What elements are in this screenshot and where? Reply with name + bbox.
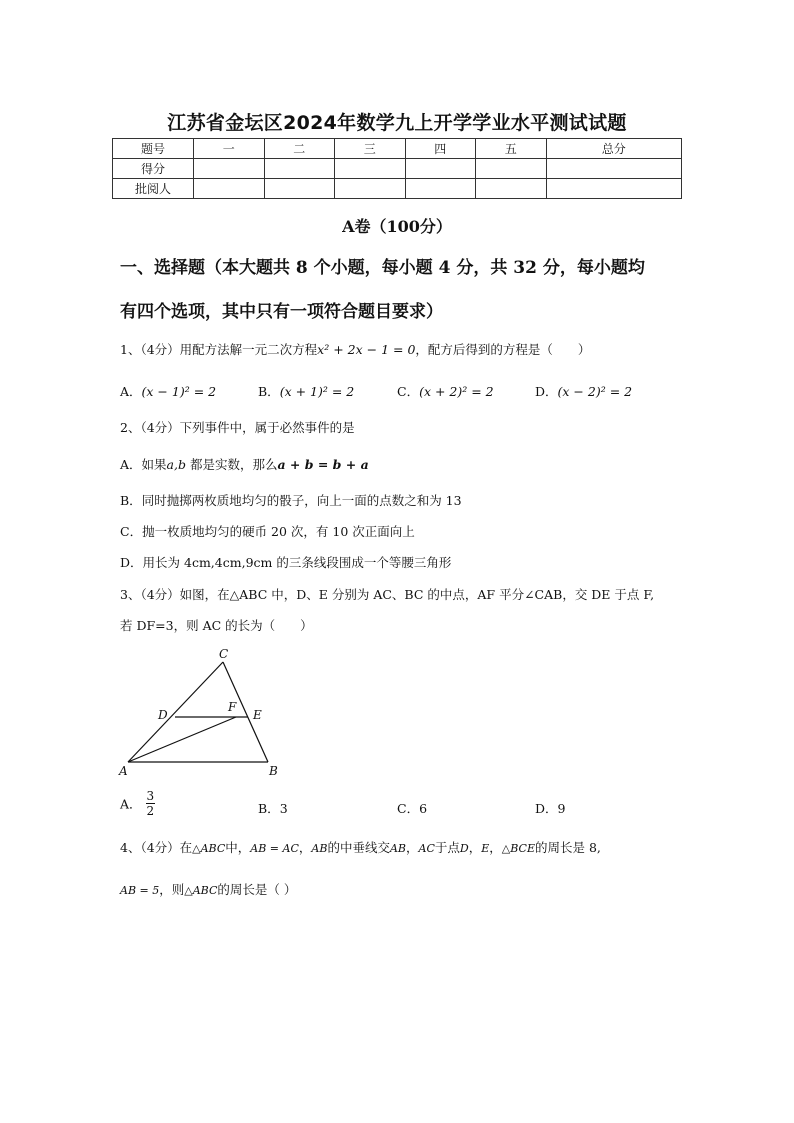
option-expression: (x − 2)² = 2 [557, 384, 633, 399]
question-3-stem-line1: 3、（4分）如图，在△ABC 中，D、E 分别为 AC、BC 的中点，AF 平分∠CAB，交 DE 于点 F, [120, 587, 655, 602]
fraction [146, 789, 156, 818]
segment-ac [128, 662, 223, 762]
question-3-stem-line2: 若 DF=3，则 AC 的长为（ ） [120, 618, 313, 633]
question-4-stem-line2 [120, 880, 296, 898]
q3-option-a [120, 789, 155, 818]
q1-equation: x² + 2x − 1 = 0 [317, 342, 416, 357]
q4-text: ， [468, 840, 482, 855]
question-1-stem [120, 340, 590, 358]
label-a: A [119, 764, 128, 778]
section-a-heading: A卷（100分） [342, 217, 452, 236]
score-table [112, 138, 682, 199]
q4-text: 的周长是（ ） [217, 882, 297, 897]
score-header-cell: 五 [476, 139, 547, 159]
grader-cell [476, 179, 547, 199]
q4-text: 中， [225, 840, 251, 855]
score-header-cell: 四 [405, 139, 476, 159]
score-cell [405, 159, 476, 179]
q1-stem-tail: ，配方后得到的方程是（ ） [415, 342, 591, 357]
q4-text: 的中垂线交 [327, 840, 390, 855]
option-expression: (x − 1)² = 2 [141, 384, 217, 399]
option-label: D． [535, 384, 558, 399]
q4-text: 于点 [434, 840, 460, 855]
option-label: C． [397, 384, 420, 399]
q2-option-c [120, 522, 415, 540]
triangle-figure [118, 645, 283, 780]
grader-cell [405, 179, 476, 199]
option-text: 都是实数，那么 [185, 457, 278, 472]
score-row [113, 159, 682, 179]
q4-text: ， [489, 840, 502, 855]
grader-cell [264, 179, 335, 199]
part1-heading-line2: 有四个选项，其中只有一项符合题目要求） [120, 302, 443, 322]
option-text: 9 [557, 801, 566, 816]
q3-option-d [535, 799, 565, 817]
score-header-cell: 二 [264, 139, 335, 159]
option-label: B． [120, 493, 142, 508]
score-cell [335, 159, 406, 179]
option-text: 用长为 4cm,4cm,9cm 的三条线段围成一个等腰三角形 [142, 555, 452, 570]
option-label: C． [397, 801, 420, 816]
q4-text: ， [298, 840, 312, 855]
option-label: A． [120, 457, 142, 472]
q4-text: 4、（4分）在 [120, 840, 193, 855]
grader-cell [335, 179, 406, 199]
q2-option-a [120, 455, 369, 473]
q1-stem-text: 1、（4分）用配方法解一元二次方程 [120, 342, 318, 357]
score-cell [546, 159, 682, 179]
q4-math: AB = AC [250, 842, 299, 855]
option-text: 如果 [141, 457, 167, 472]
q4-math: AC [418, 842, 435, 855]
q4-math: D [459, 842, 469, 855]
q1-option-d [535, 382, 632, 400]
part1-heading [120, 246, 690, 334]
q4-math: △BCE [501, 842, 535, 855]
option-text: 6 [419, 801, 428, 816]
q2-option-d [120, 553, 451, 571]
q4-math: E [481, 842, 490, 855]
option-text: 3 [279, 801, 288, 816]
option-text: 同时抛掷两枚质地均匀的骰子，向上一面的点数之和为 13 [141, 493, 462, 508]
fraction-denominator: 2 [146, 804, 155, 818]
grader-row-label: 批阅人 [113, 179, 194, 199]
score-header-cell: 总分 [546, 139, 682, 159]
q3-option-b [258, 799, 288, 817]
option-label: A． [120, 796, 142, 812]
q4-text: ，则 [159, 882, 185, 897]
q1-option-c [397, 382, 494, 400]
label-e: E [253, 708, 262, 722]
score-cell [264, 159, 335, 179]
option-label: C． [120, 524, 143, 539]
q4-math: AB [311, 842, 328, 855]
q1-option-b [258, 382, 354, 400]
label-f: F [228, 700, 237, 714]
option-expression: (x + 2)² = 2 [419, 384, 494, 399]
part1-heading-line1: 一、选择题（本大题共 8 个小题，每小题 4 分，共 32 分，每小题均 [120, 258, 645, 278]
option-expression: (x + 1)² = 2 [279, 384, 355, 399]
q4-math: △ABC [192, 842, 226, 855]
q2-option-b [120, 491, 462, 509]
option-expression: a + b = b + a [277, 457, 369, 472]
document-title: 江苏省金坛区2024年数学九上开学学业水平测试试题 [167, 112, 627, 134]
segment-af [128, 717, 236, 762]
grader-cell [194, 179, 265, 199]
score-row-label: 得分 [113, 159, 194, 179]
option-label: A． [120, 384, 142, 399]
option-label: D． [535, 801, 558, 816]
q4-text: ， [405, 840, 419, 855]
score-header-cell: 一 [194, 139, 265, 159]
question-4-stem-line1 [120, 838, 601, 856]
option-label: B． [258, 384, 280, 399]
q3-option-c [397, 799, 427, 817]
option-text: 抛一枚质地均匀的硬币 20 次，有 10 次正面向上 [142, 524, 415, 539]
score-header-cell: 三 [335, 139, 406, 159]
q1-option-a [120, 382, 216, 400]
label-c: C [219, 647, 229, 661]
q4-math: AB [389, 842, 406, 855]
score-header-cell: 题号 [113, 139, 194, 159]
label-d: D [158, 708, 168, 722]
q4-math: AB = 5 [120, 884, 160, 897]
q4-math: △ABC [184, 884, 218, 897]
option-label: B． [258, 801, 280, 816]
fraction-numerator: 3 [146, 789, 155, 803]
q4-text: 的周长是 8, [534, 840, 601, 855]
label-b: B [269, 764, 278, 778]
option-label: D． [120, 555, 143, 570]
grader-cell [546, 179, 682, 199]
question-2-stem: 2、（4分）下列事件中，属于必然事件的是 [120, 420, 355, 435]
score-table-header [113, 139, 682, 159]
score-cell [476, 159, 547, 179]
option-variables: a,b [166, 457, 186, 472]
grader-row [113, 179, 682, 199]
score-cell [194, 159, 265, 179]
